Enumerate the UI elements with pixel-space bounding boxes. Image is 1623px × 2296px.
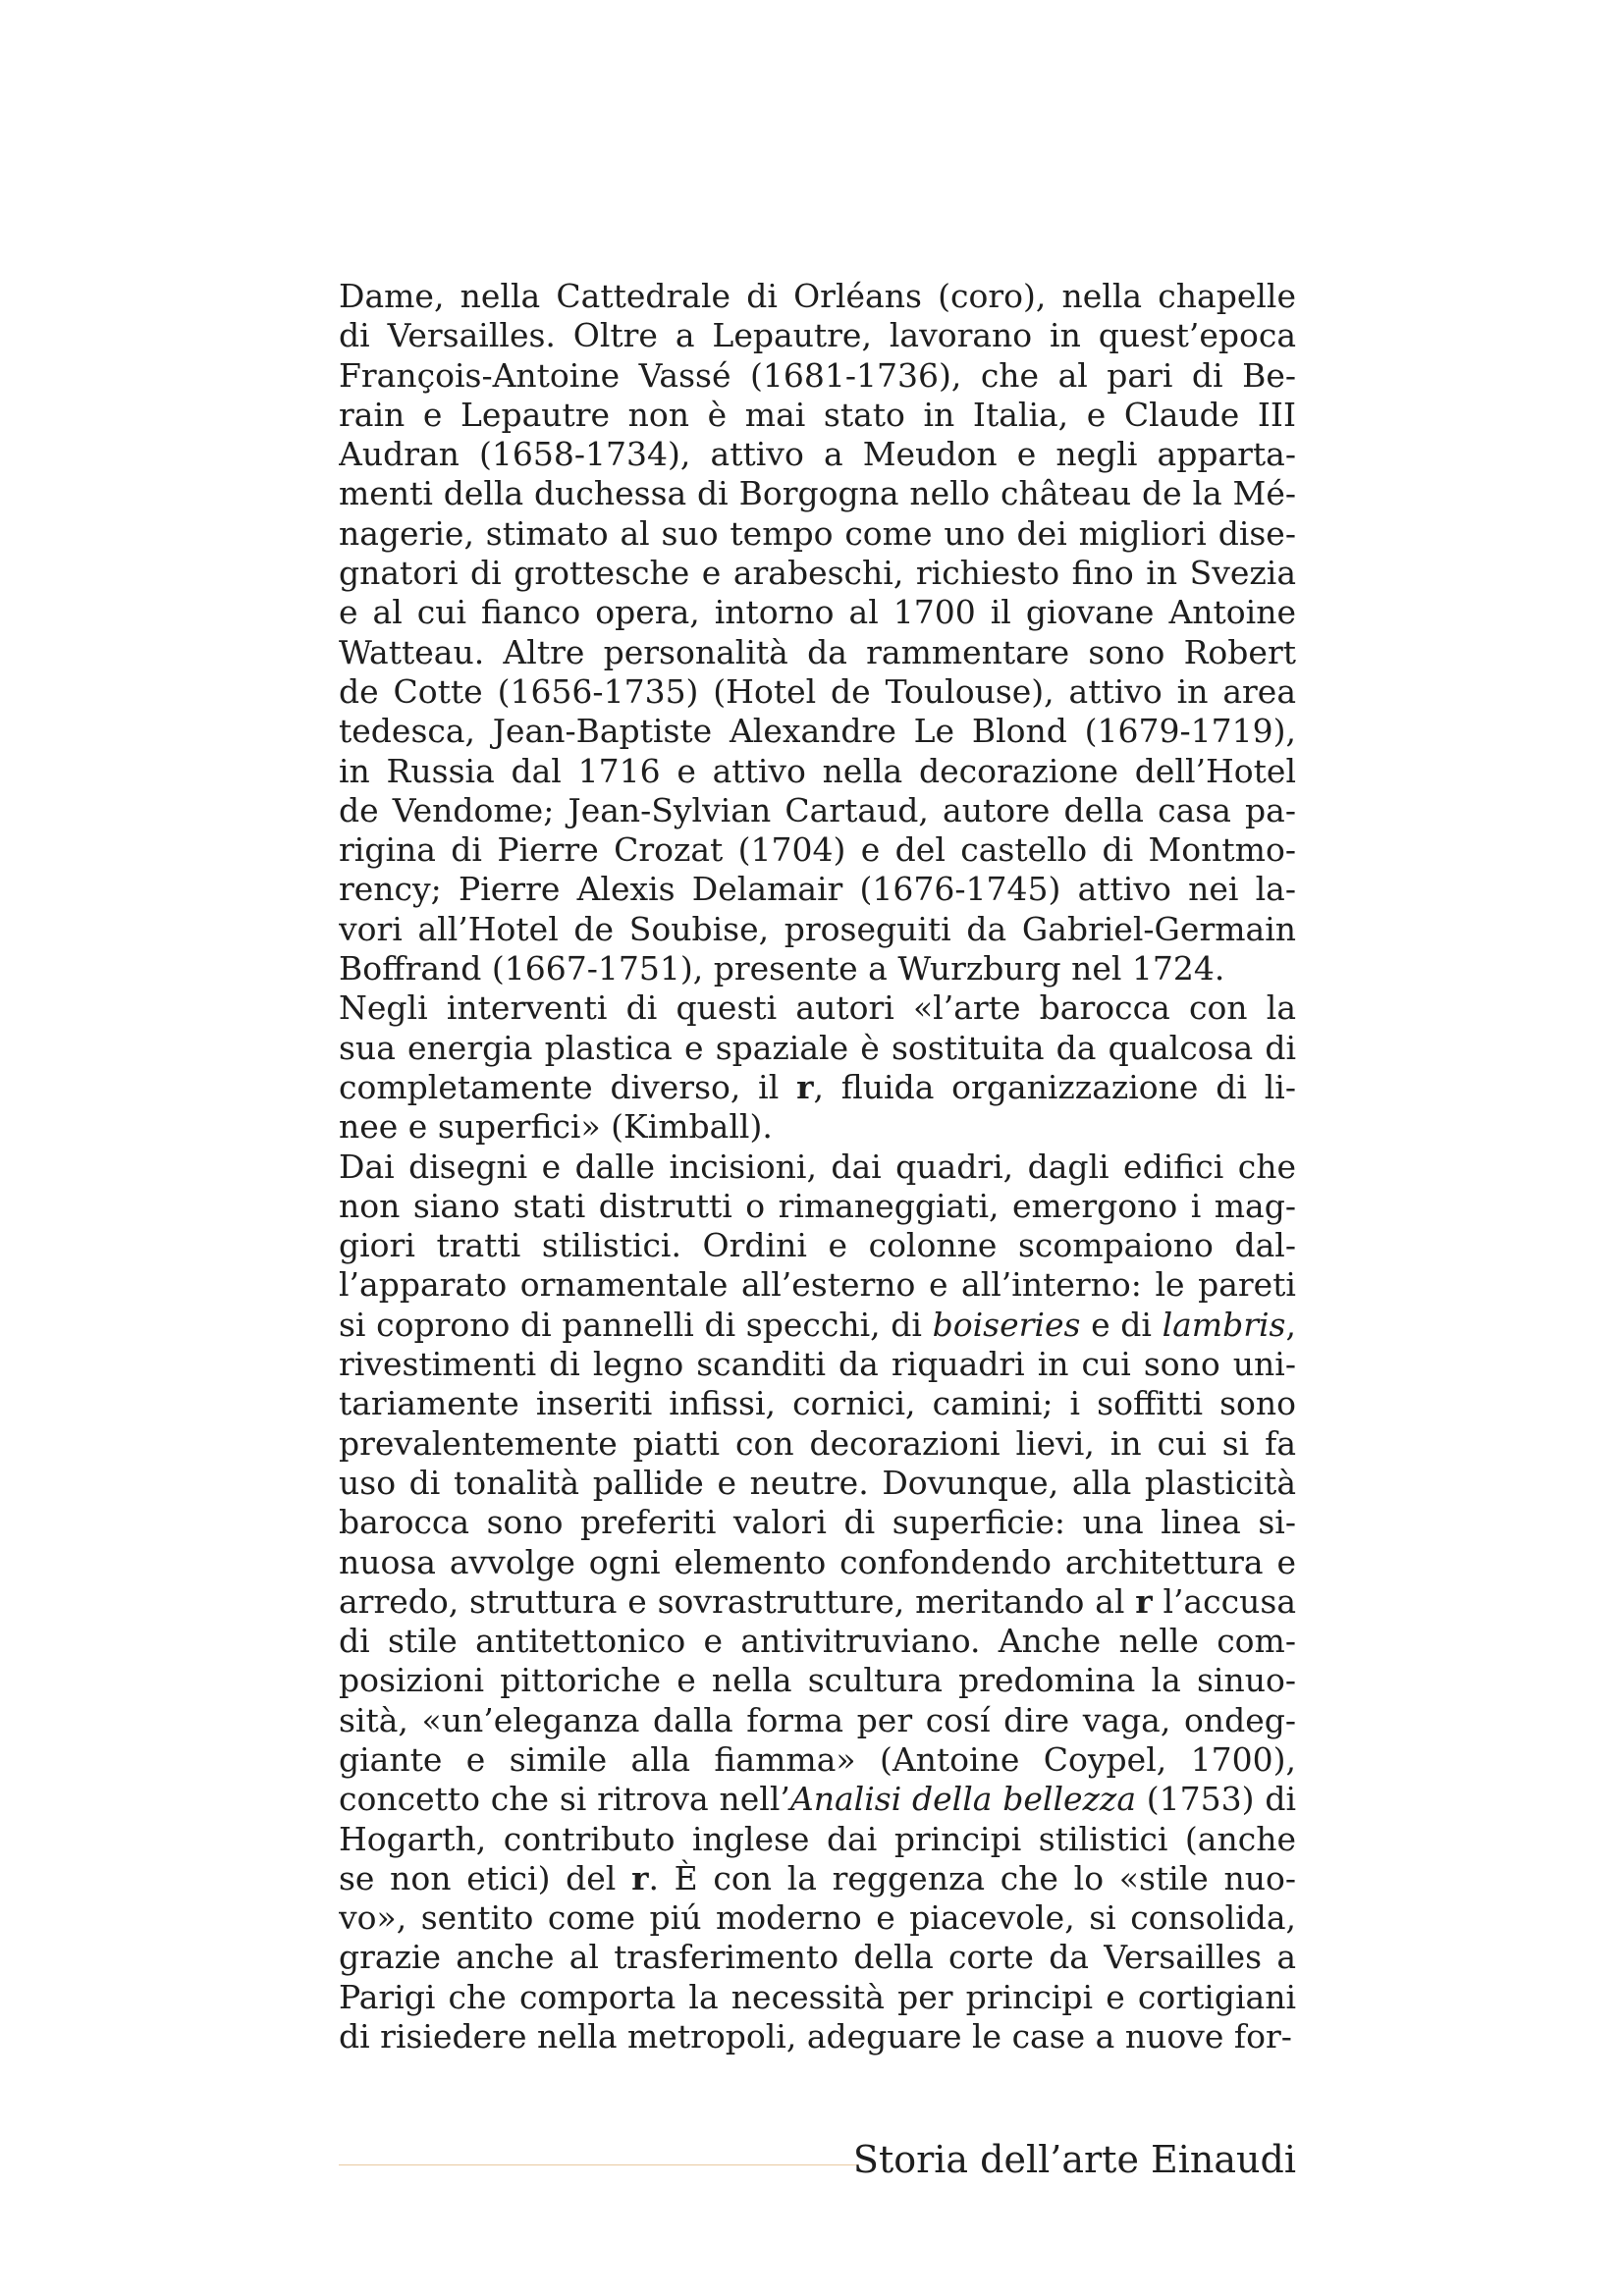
text-line: vori all’Hotel de Soubise, proseguiti da Gabriel-Germain	[339, 909, 1296, 948]
text-line: sua energia plastica e spaziale è sostituita da qualcosa di	[339, 1028, 1296, 1067]
text-line: Audran (1658-1734), attivo a Meudon e negli apparta-	[339, 435, 1296, 474]
text-line: grazie anche al trasferimento della corte da Versailles a	[339, 1938, 1296, 1977]
text-line: l’apparato ornamentale all’esterno e all’interno: le pareti	[339, 1265, 1296, 1305]
paragraph	[339, 1148, 1296, 2057]
italic-term: Analisi della bellezza	[789, 1780, 1136, 1819]
text-run: (1753) di	[1136, 1780, 1296, 1819]
text-line	[339, 1780, 1296, 1819]
text-line: François-Antoine Vassé (1681-1736), che al pari di Be-	[339, 355, 1296, 395]
footer-title: Storia dell’arte Einaudi	[852, 2138, 1296, 2181]
text-run: si coprono di pannelli di specchi, di	[339, 1305, 933, 1344]
footer-rule	[339, 2164, 859, 2165]
italic-term: lambris	[1162, 1305, 1286, 1344]
text-line: prevalentemente piatti con decorazioni lievi, in cui si fa	[339, 1423, 1296, 1463]
text-run: e di	[1080, 1305, 1163, 1344]
text-line: rigina di Pierre Crozat (1704) e del castello di Montmo-	[339, 830, 1296, 870]
text-line: barocca sono preferiti valori di superficie: una linea si-	[339, 1503, 1296, 1542]
text-run: . È con la reggenza che lo «stile nuo-	[648, 1858, 1296, 1897]
paragraph	[339, 988, 1296, 1147]
text-line: giante e simile alla fiamma» (Antoine Coypel, 1700),	[339, 1739, 1296, 1779]
bold-term: r	[631, 1858, 649, 1897]
text-line: nee e superfici» (Kimball).	[339, 1107, 773, 1147]
text-line: menti della duchessa di Borgogna nello château de la Mé-	[339, 474, 1296, 513]
text-line: vo», sentito come piú moderno e piacevole, si consolida,	[339, 1898, 1296, 1938]
text-line: Hogarth, contributo inglese dai principi stilistici (anche	[339, 1819, 1296, 1858]
text-line: nagerie, stimato al suo tempo come uno dei migliori dise-	[339, 513, 1296, 553]
text-line: Parigi che comporta la necessità per principi e cortigiani	[339, 1977, 1296, 2016]
text-line: e al cui fianco opera, intorno al 1700 il giovane Antoine	[339, 593, 1296, 632]
text-line: di stile antitettonico e antivitruviano. Anche nelle com-	[339, 1622, 1296, 1661]
text-line: rain e Lepautre non è mai stato in Italia, e Claude III	[339, 395, 1296, 434]
text-line	[339, 1068, 1296, 1107]
text-line: di risiedere nella metropoli, adeguare le case a nuove for-	[339, 2017, 1292, 2056]
italic-term: boiseries	[932, 1305, 1081, 1344]
bold-term: r	[796, 1067, 814, 1106]
text-run: , fluida organizzazione di li-	[813, 1067, 1296, 1106]
text-line: de Cotte (1656-1735) (Hotel de Toulouse), attivo in area	[339, 671, 1296, 711]
bold-term: r	[1135, 1581, 1153, 1621]
text-line: non siano stati distrutti o rimaneggiati, emergono i mag-	[339, 1186, 1296, 1225]
text-line: gnatori di grottesche e arabeschi, richiesto fino in Svezia	[339, 554, 1296, 593]
text-line: in Russia dal 1716 e attivo nella decorazione dell’Hotel	[339, 751, 1296, 790]
paragraph	[339, 277, 1296, 988]
text-run: arredo, struttura e sovrastrutture, meritando al	[339, 1581, 1136, 1621]
text-line: giori tratti stilistici. Ordini e colonne scompaiono dal-	[339, 1226, 1296, 1265]
text-line	[339, 1582, 1296, 1622]
text-run: l’accusa	[1152, 1581, 1296, 1621]
text-run: se non etici) del	[339, 1858, 632, 1897]
text-run: concetto che si ritrova nell’	[339, 1780, 790, 1819]
text-line: Negli interventi di questi autori «l’arte barocca con la	[339, 988, 1296, 1028]
text-line: sità, «un’eleganza dalla forma per cosí dire vaga, ondeg-	[339, 1700, 1296, 1739]
text-line: rivestimenti di legno scanditi da riquadri in cui sono uni-	[339, 1345, 1296, 1384]
body-text	[339, 277, 1296, 2056]
text-line: tedesca, Jean-Baptiste Alexandre Le Blond (1679-1719),	[339, 712, 1296, 751]
text-line: rency; Pierre Alexis Delamair (1676-1745) attivo nei la-	[339, 870, 1296, 909]
text-line	[339, 1859, 1296, 1898]
text-line: uso di tonalità pallide e neutre. Dovunque, alla plasticità	[339, 1463, 1296, 1502]
text-line: Dame, nella Cattedrale di Orléans (coro), nella chapelle	[339, 277, 1296, 315]
text-line	[339, 1306, 1296, 1345]
text-line: di Versailles. Oltre a Lepautre, lavorano in quest’epoca	[339, 316, 1296, 355]
text-line: Boffrand (1667-1751), presente a Wurzburg nel 1724.	[339, 949, 1225, 988]
text-line: Watteau. Altre personalità da rammentare sono Robert	[339, 632, 1296, 671]
text-line: de Vendome; Jean-Sylvian Cartaud, autore della casa pa-	[339, 790, 1296, 829]
text-line: tariamente inseriti infissi, cornici, camini; i soffitti sono	[339, 1384, 1296, 1423]
text-line: Dai disegni e dalle incisioni, dai quadri, dagli edifici che	[339, 1147, 1296, 1186]
text-line: nuosa avvolge ogni elemento confondendo architettura e	[339, 1542, 1296, 1581]
text-line: posizioni pittoriche e nella scultura predomina la sinuo-	[339, 1661, 1296, 1700]
text-run: completamente diverso, il	[339, 1067, 797, 1106]
page-footer	[339, 2136, 1296, 2183]
text-run: ,	[1285, 1305, 1296, 1344]
